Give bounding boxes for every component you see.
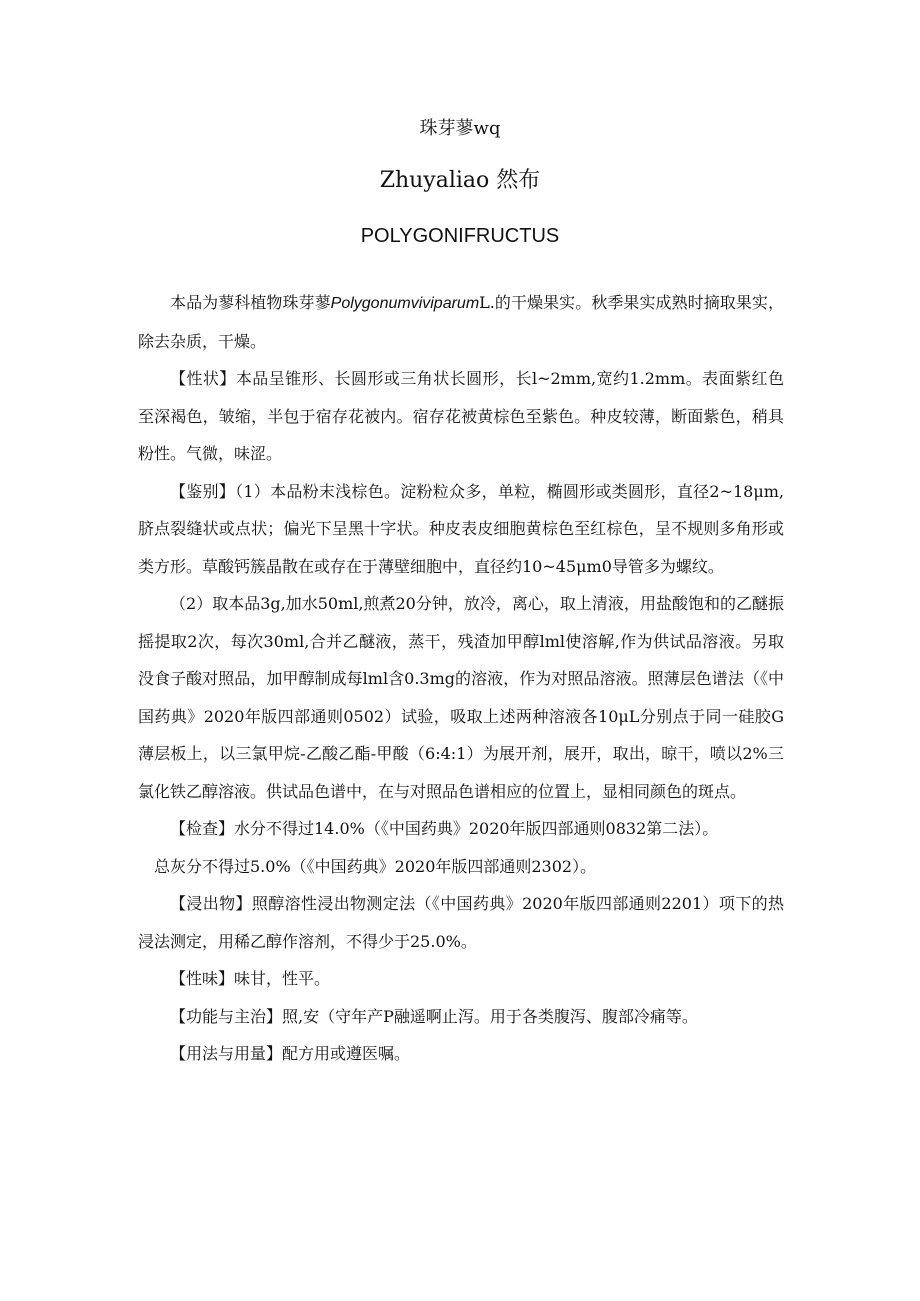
paragraph-zonghui: 总灰分不得过5.0%（《中国药典》2020年版四部通则2302）。 — [154, 856, 597, 876]
source-prefix: 本品为蓼科植物珠芽蓼 — [170, 293, 331, 312]
source-suffix: L.的干燥果实。秋季果实成熟时摘取果实，除去杂质，干燥。 — [138, 293, 784, 351]
paragraph-jianbie-1: 【鉴别】（1）本品粉末浅棕色。淀粉粒众多，单粒，椭圆形或类圆形，直径2~18μm,脐点裂缝状或点状；偏光下呈黑十字状。种皮表皮细胞黄棕色至红棕色，呈不规则多角形或类方形。草酸钙簇晶散在或存在于薄壁细胞中，直径约10~45μm0导管多为螺纹。 — [138, 481, 784, 576]
monograph-body — [138, 284, 784, 1073]
paragraph-jiancha: 【检查】水分不得过14.0%（《中国药典》2020年版四部通则0832第二法）。 — [170, 819, 719, 838]
source-species: Polygonumviviparum — [330, 295, 480, 312]
paragraph-yongfa: 【用法与用量】配方用或遵医嘱。 — [170, 1044, 411, 1063]
paragraph-jianbie-2: （2）取本品3g,加水50ml,煎煮20分钟，放冷，离心，取上清液，用盐酸饱和的乙醚振摇提取2次，每次30ml,合并乙醚液，蒸干，残渣加甲醇lml使溶解,作为供试品溶液。另取没食子酸对照品，加甲醇制成每lml含0.3mg的溶液，作为对照品溶液。照薄层色谱法（《中国药典》2020年版四部通则0502）试验，吸取上述两种溶液各10μL分别点于同一硅胶G薄层板上，以三氯甲烷-乙酸乙酯-甲酸（6:4:1）为展开剂，展开，取出，晾干，喷以2%三氯化铁乙醇溶液。供试品色谱中，在与对照品色谱相应的位置上，显相同颜色的斑点。 — [138, 594, 784, 801]
paragraph-xingzhuang: 【性状】本品呈锥形、长圆形或三角状长圆形，长l~2mm,宽约1.2mm。表面紫红色至深褐色，皱缩，半包于宿存花被内。宿存花被黄棕色至紫色。种皮较薄，断面紫色，稍具粉性。气微，味涩。 — [138, 369, 784, 463]
paragraph-source — [138, 284, 784, 360]
paragraph-xingwei: 【性味】味甘，性平。 — [170, 969, 331, 988]
title-pinyin: Zhuyaliao 然布 — [379, 168, 541, 193]
title-chinese: 珠芽蓼wq — [419, 118, 501, 139]
title-latin: POLYGONIFRUCTUS — [360, 225, 560, 247]
paragraph-jinchuwu: 【浸出物】照醇溶性浸出物测定法（《中国药典》2020年版四部通则2201）项下的热浸法测定，用稀乙醇作溶剂，不得少于25.0%。 — [138, 894, 784, 951]
paragraph-gongneng: 【功能与主治】照,安（守年产P融遥啊止泻。用于各类腹泻、腹部冷痛等。 — [170, 1006, 698, 1026]
